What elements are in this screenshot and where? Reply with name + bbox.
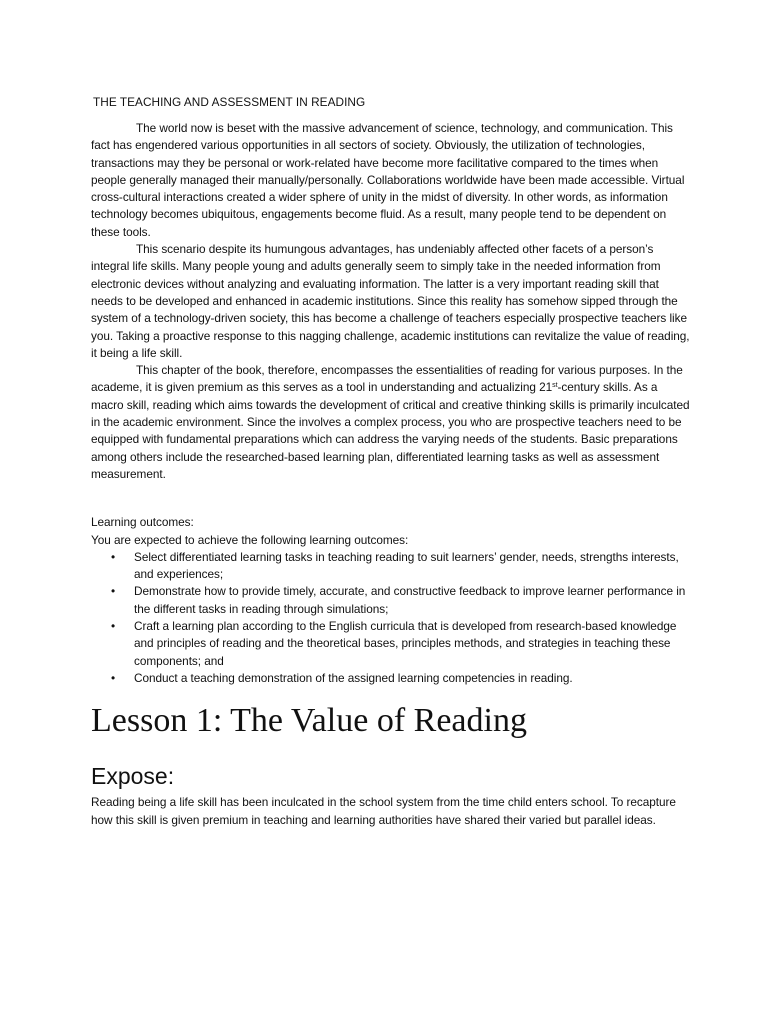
list-item	[91, 618, 691, 670]
paragraph-3-text-after: -century skills. As a macro skill, reading which aims towards the development of critical and creative thinking skills is primarily inculcated in the academic environment. Since the involves a complex process, you who are prospective teachers need to be equipped with fundamental preparations which can address the varying needs of the students. Basic preparations among others include the researched-based learning plan, differentiated learning tasks as well as assessment measurement.	[91, 380, 690, 481]
document-title: THE TEACHING AND ASSESSMENT IN READING	[93, 95, 366, 109]
list-item	[91, 583, 691, 618]
learning-outcomes-intro: You are expected to achieve the following learning outcomes:	[91, 532, 409, 547]
paragraph-3-text-before: This chapter of the book, therefore, encompasses the essentialities of reading for various purposes. In the academe, it is given premium as this serves as a tool in understanding and actualizing 21	[91, 363, 683, 395]
intro-paragraph-1: The world now is beset with the massive advancement of science, technology, and communication. This fact has engendered various opportunities in all sectors of society. Obviously, the utilization of technologies, transactions may they be personal or work-related have become more facilitative compared to the times when people generally managed their manually/personally. Collaborations worldwide have been made accessible. Virtual cross-cultural interactions created a wider sphere of unity in the midst of diversity. In other words, as information technology becomes ubiquitous, engagements become fluid. As a result, many people tend to be dependent on these tools.	[91, 121, 685, 239]
list-item	[91, 670, 691, 687]
lesson-title: Lesson 1: The Value of Reading	[91, 702, 527, 740]
section-title: Expose:	[91, 763, 175, 790]
learning-outcomes-list	[91, 549, 691, 687]
bullet-icon: •	[111, 584, 116, 599]
list-item-text: Demonstrate how to provide timely, accurate, and constructive feedback to improve learner performance in the different tasks in reading through simulations;	[134, 584, 686, 616]
list-item-text: Craft a learning plan according to the English curricula that is developed from research-based knowledge and principles of reading and the theoretical bases, principles methods, and strategies in teaching these components; and	[134, 619, 677, 668]
section-paragraph: Reading being a life skill has been inculcated in the school system from the time child enters school. To recapture how this skill is given premium in teaching and learning authorities have shared their varied but parallel ideas.	[91, 795, 676, 827]
list-item-text: Conduct a teaching demonstration of the assigned learning competencies in reading.	[134, 670, 573, 685]
learning-outcomes-section	[91, 514, 691, 687]
list-item-text: Select differentiated learning tasks in teaching reading to suit learners’ gender, needs, strengths interests, and experiences;	[134, 549, 679, 582]
ordinal-superscript: st	[552, 382, 558, 390]
document-page	[91, 94, 691, 829]
list-item	[91, 549, 691, 584]
intro-paragraph-2: This scenario despite its humungous advantages, has undeniably affected other facets of a person’s integral life skills. Many people young and adults generally seem to simply take in the needed information from electronic devices without analyzing and evaluating information. The latter is a very important reading skill that needs to be developed and enhanced in academic institutions. Since this reality has somehow sipped through the system of a technology-driven society, this has become a challenge of teachers especially prospective teachers like you. Taking a proactive response to this nagging challenge, academic institutions can revitalize the value of reading, it being a life skill.	[91, 242, 690, 360]
intro-paragraph-3	[91, 362, 691, 483]
bullet-icon: •	[111, 670, 116, 685]
bullet-icon: •	[111, 619, 116, 634]
learning-outcomes-heading: Learning outcomes:	[91, 515, 194, 530]
bullet-icon: •	[111, 549, 116, 564]
